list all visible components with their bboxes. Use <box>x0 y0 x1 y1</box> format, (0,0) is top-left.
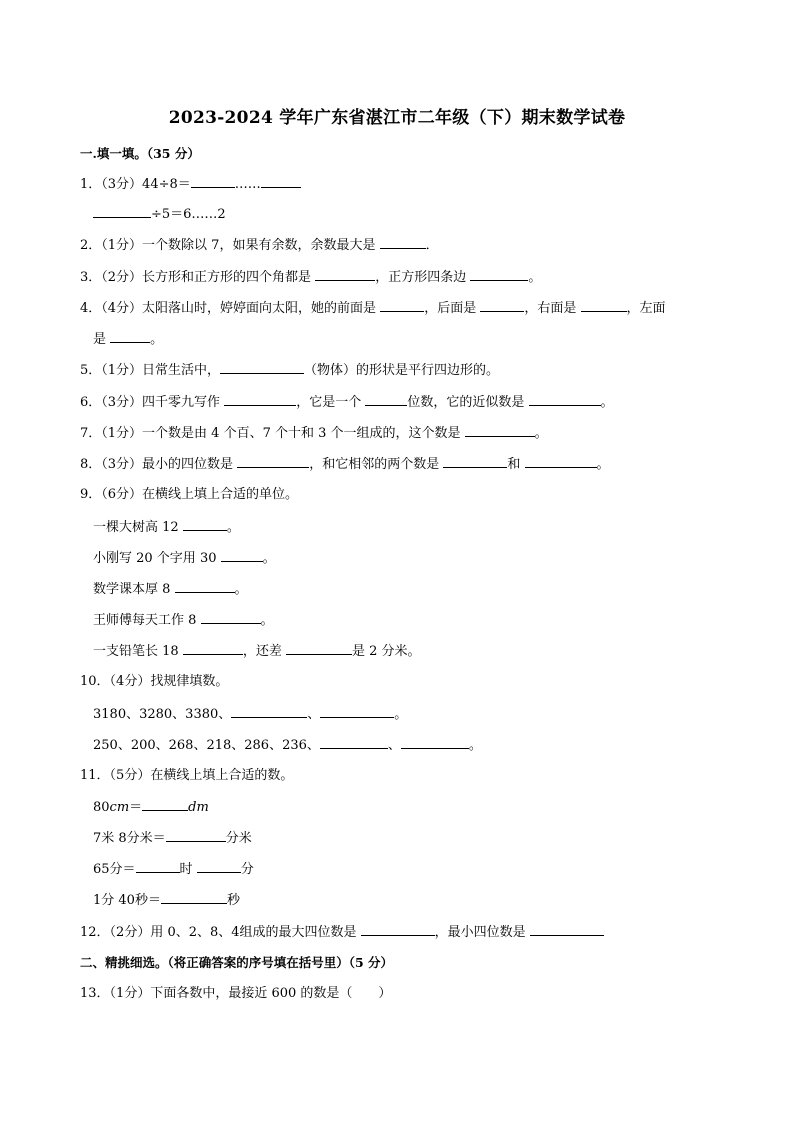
question-9-item-1 <box>93 518 240 537</box>
q6-blank-1[interactable] <box>224 393 296 406</box>
q1-blank-quotient[interactable] <box>191 175 235 188</box>
q5-text-2: （物体）的形状是平行四边形的。 <box>304 363 500 378</box>
q5-text: 5．（1分）日常生活中， <box>80 363 221 378</box>
question-9-item-4 <box>93 611 274 630</box>
question-11-item-4 <box>93 891 240 910</box>
q10-item-2-text: 250、200、268、218、286、236、 <box>93 738 320 753</box>
q4-text-3: ，右面是 <box>524 301 577 316</box>
question-9: 9．（6分）在横线上填上合适的单位。 <box>80 487 299 502</box>
q9-item-5-text-2: ，还差 <box>242 644 282 659</box>
question-1-line-1 <box>80 175 301 194</box>
q1-ellipsis: …… <box>234 177 261 192</box>
q6-text: 6．（3分）四千零九写作 <box>80 395 221 410</box>
q12-text: 12．（2分）用 0、2、8、4组成的最大四位数是 <box>80 925 357 940</box>
q11-unit-cm: cm <box>109 800 130 815</box>
q10-blank-1[interactable] <box>231 705 307 718</box>
q11-item-1-eq: ＝ <box>129 800 143 815</box>
q9-item-2-end: 。 <box>262 551 276 566</box>
question-11-item-2 <box>93 829 252 848</box>
q1-text-2: ÷5＝6……2 <box>151 207 226 222</box>
q8-text-2: ，和它相邻的两个数是 <box>309 457 440 472</box>
q9-blank-5[interactable] <box>183 642 243 655</box>
q9-item-4-text: 王师傅每天工作 8 <box>93 613 197 628</box>
q4-text-5: 是 <box>93 332 107 347</box>
q1-blank-dividend[interactable] <box>93 205 151 218</box>
q11-blank-1[interactable] <box>142 798 188 811</box>
q8-blank-1[interactable] <box>237 455 309 468</box>
q10-sep-2: 、 <box>387 738 401 753</box>
question-10-item-2 <box>93 736 482 755</box>
q11-unit-dm: dm <box>188 800 209 815</box>
q4-blank-back[interactable] <box>480 299 524 312</box>
q7-blank[interactable] <box>465 424 535 437</box>
q6-end: 。 <box>600 395 614 410</box>
question-7 <box>80 424 548 443</box>
question-9-item-2 <box>93 549 276 568</box>
exam-title: 2023-2024 学年广东省湛江市二年级（下）期末数学试卷 <box>168 108 626 128</box>
q10-item-1-text: 3180、3280、3380、 <box>93 707 232 722</box>
q2-text: 2．（1分）一个数除以 7，如果有余数，余数最大是 <box>80 238 376 253</box>
q6-text-2: ，它是一个 <box>296 395 362 410</box>
q3-blank-1[interactable] <box>315 268 375 281</box>
q9-blank-4[interactable] <box>201 611 261 624</box>
question-10: 10．（4分）找规律填数。 <box>80 674 229 689</box>
q4-blank-front[interactable] <box>380 299 424 312</box>
q9-item-3-text: 数学课本厚 8 <box>93 582 171 597</box>
q3-text: 3．（2分）长方形和正方形的四个角都是 <box>80 270 312 285</box>
q10-item-1-end: 。 <box>394 707 408 722</box>
q3-end: 。 <box>528 270 542 285</box>
q11-item-3-text: 65分＝ <box>93 862 136 877</box>
q11-item-4-text: 1分 40秒＝ <box>93 893 161 908</box>
question-9-item-3 <box>93 580 248 599</box>
question-2 <box>80 236 439 255</box>
q9-item-1-end: 。 <box>226 520 240 535</box>
q9-item-4-end: 。 <box>260 613 274 628</box>
q9-item-5-end: 是 2 分米。 <box>351 644 421 659</box>
q9-blank-3[interactable] <box>175 580 235 593</box>
question-11-item-3 <box>93 860 254 879</box>
q11-item-1-num: 80 <box>93 800 110 815</box>
q4-text: 4．（4分）太阳落山时，婷婷面向太阳，她的前面是 <box>80 301 377 316</box>
q1-text: 1．（3分）44÷8＝ <box>80 177 191 192</box>
question-13: 13．（1分）下面各数中，最接近 600 的数是（ ） <box>80 986 392 1001</box>
q9-item-5-text: 一支铅笔长 18 <box>93 644 179 659</box>
q9-item-3-end: 。 <box>234 582 248 597</box>
q11-blank-3[interactable] <box>136 860 180 873</box>
question-11-item-1 <box>93 798 209 817</box>
q3-blank-2[interactable] <box>470 268 528 281</box>
q11-item-4-unit: 秒 <box>226 893 240 908</box>
q10-item-2-end: 。 <box>468 738 482 753</box>
question-8 <box>80 455 610 474</box>
q10-blank-3[interactable] <box>320 736 388 749</box>
q4-blank-right[interactable] <box>581 299 627 312</box>
q12-blank-1[interactable] <box>361 923 435 936</box>
q2-end: ． <box>425 238 439 253</box>
q7-text: 7．（1分）一个数是由 4 个百、7 个十和 3 个一组成的，这个数是 <box>80 426 461 441</box>
q2-blank[interactable] <box>380 236 426 249</box>
question-12 <box>80 923 604 942</box>
q4-end: 。 <box>150 332 164 347</box>
q7-end: 。 <box>534 426 548 441</box>
question-11: 11．（5分）在横线上填上合适的数。 <box>80 768 294 783</box>
q3-text-2: ，正方形四条边 <box>375 270 467 285</box>
q11-blank-2[interactable] <box>166 829 226 842</box>
question-6 <box>80 393 614 412</box>
q11-blank-5[interactable] <box>161 891 227 904</box>
q5-blank[interactable] <box>220 361 304 374</box>
q10-sep-1: 、 <box>307 707 321 722</box>
q12-text-2: ，最小四位数是 <box>434 925 526 940</box>
q8-end: 。 <box>596 457 610 472</box>
q8-text-3: 和 <box>507 457 521 472</box>
q6-text-3: 位数，它的近似数是 <box>407 395 525 410</box>
q4-blank-left[interactable] <box>110 330 150 343</box>
q9-item-1-text: 一棵大树高 12 <box>93 520 179 535</box>
question-9-item-5 <box>93 642 421 661</box>
question-4-line-1 <box>80 299 666 318</box>
section-2-heading: 二、精挑细选。（将正确答案的序号填在括号里）（5 分） <box>80 955 394 970</box>
q9-blank-1[interactable] <box>183 518 227 531</box>
question-1-line-2 <box>93 205 226 224</box>
q11-item-2-unit: 分米 <box>225 831 252 846</box>
q10-blank-2[interactable] <box>320 705 394 718</box>
q11-item-3-unit-2: 分 <box>240 862 254 877</box>
q6-blank-2[interactable] <box>365 393 407 406</box>
question-3 <box>80 268 541 287</box>
q6-blank-3[interactable] <box>529 393 601 406</box>
q11-item-2-text: 7米 8分米＝ <box>93 831 166 846</box>
q4-text-2: ，后面是 <box>424 301 477 316</box>
section-1-heading: 一.填一填。（35 分） <box>80 146 200 161</box>
q1-blank-remainder[interactable] <box>261 175 301 188</box>
q10-blank-4[interactable] <box>401 736 469 749</box>
q8-blank-3[interactable] <box>525 455 597 468</box>
q8-blank-2[interactable] <box>443 455 507 468</box>
q9-item-2-text: 小刚写 20 个字用 30 <box>93 551 217 566</box>
q11-blank-4[interactable] <box>197 860 241 873</box>
q8-text: 8．（3分）最小的四位数是 <box>80 457 234 472</box>
q9-blank-6[interactable] <box>286 642 352 655</box>
q9-blank-2[interactable] <box>221 549 263 562</box>
q12-blank-2[interactable] <box>530 923 604 936</box>
question-10-item-1 <box>93 705 407 724</box>
q4-text-4: ，左面 <box>626 301 666 316</box>
question-4-line-2 <box>93 330 163 349</box>
q11-item-3-unit-1: 时 <box>179 862 193 877</box>
question-5 <box>80 361 499 380</box>
